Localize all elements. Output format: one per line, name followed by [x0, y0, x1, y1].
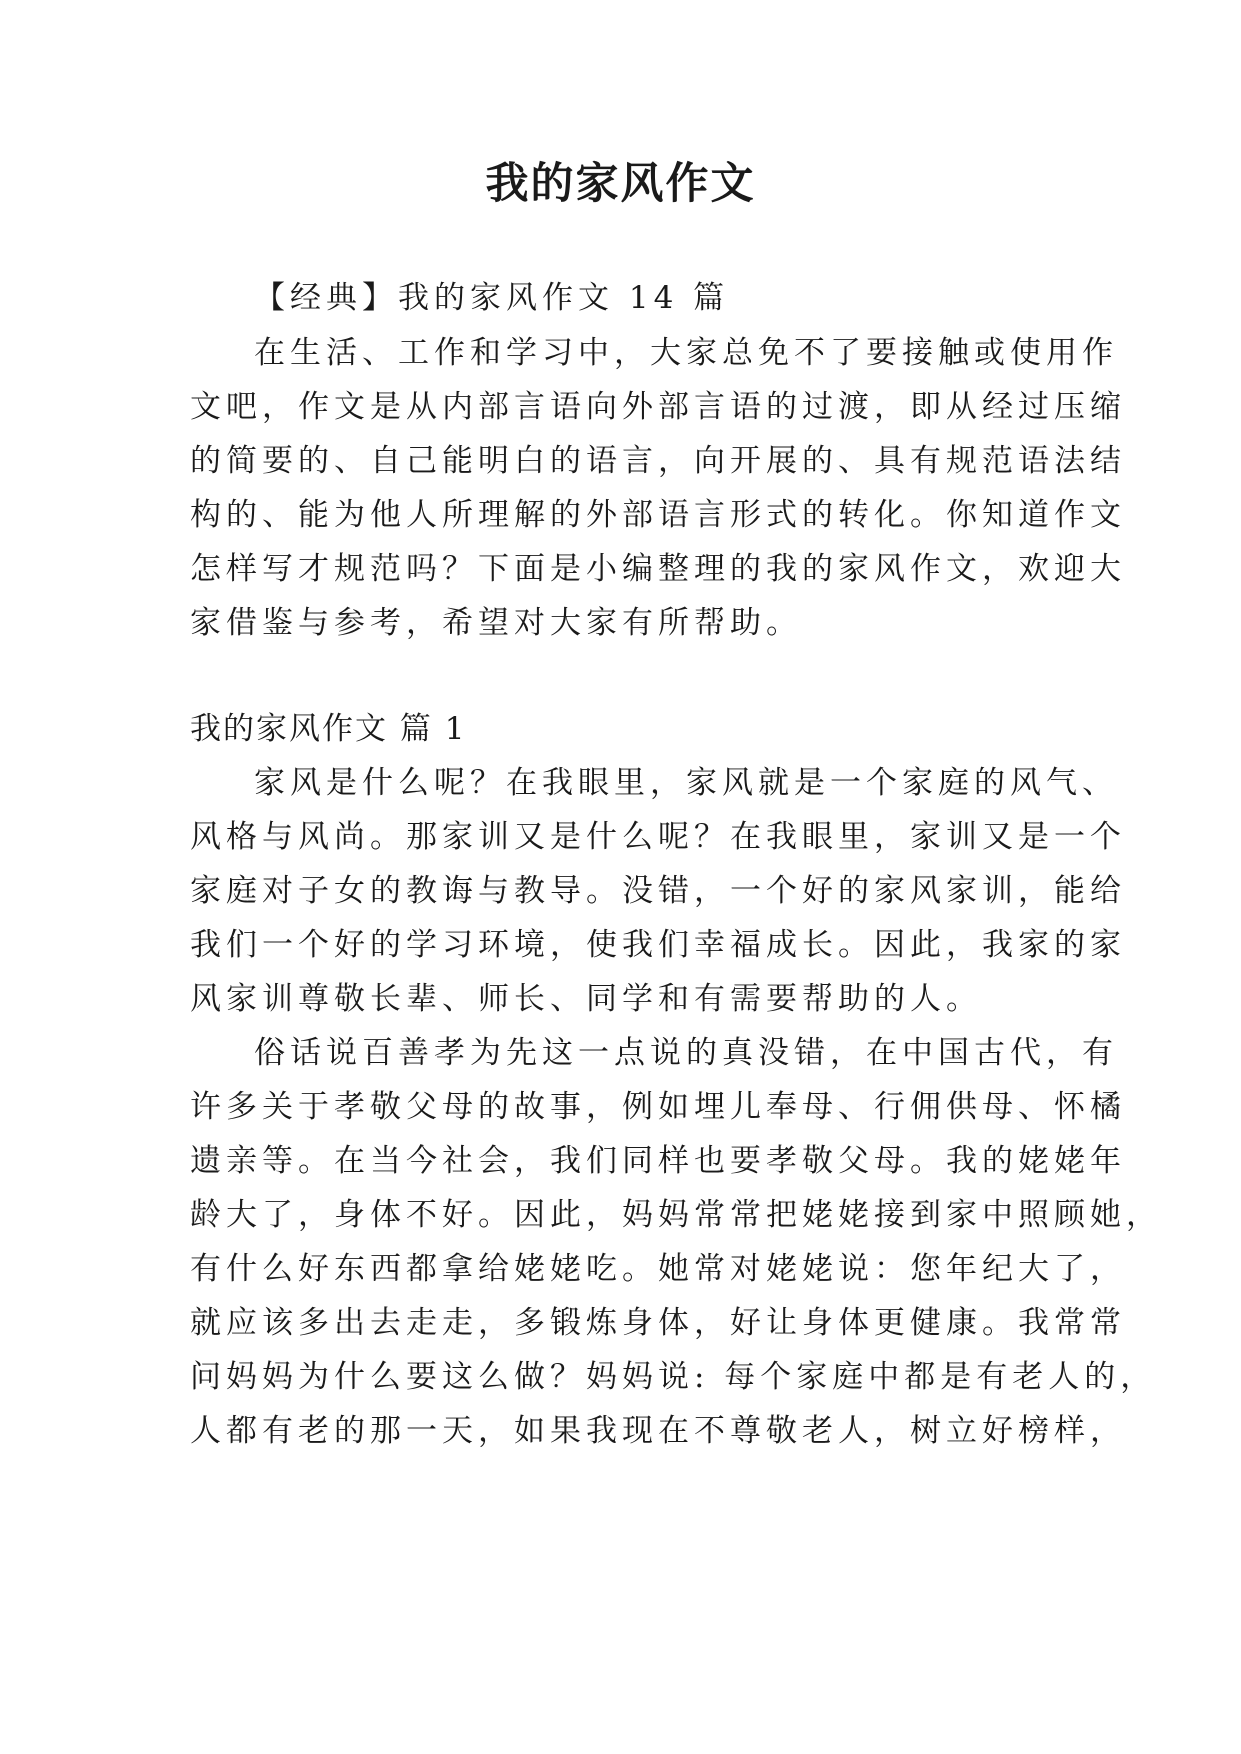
paragraph-line: 人都有老的那一天，如果我现在不尊敬老人，树立好榜样， — [190, 1413, 1126, 1449]
paragraph-line: 问妈妈为什么要这么做？妈妈说: 每个家庭中都是有老人的， — [190, 1359, 1157, 1395]
paragraph-line: 龄大了，身体不好。因此，妈妈常常把姥姥接到家中照顾她， — [190, 1197, 1162, 1233]
paragraph-line: 风家训尊敬长辈、师长、同学和有需要帮助的人。 — [190, 981, 982, 1017]
intro-line: 的简要的、自己能明白的语言，向开展的、具有规范语法结 — [190, 443, 1126, 479]
document-heading: 【经典】我的家风作文 14 篇 — [254, 280, 730, 316]
paragraph-line: 我们一个好的学习环境，使我们幸福成长。因此，我家的家 — [190, 927, 1126, 963]
paragraph-line: 风格与风尚。那家训又是什么呢？在我眼里，家训又是一个 — [190, 819, 1126, 855]
paragraph-line: 有什么好东西都拿给姥姥吃。她常对姥姥说：您年纪大了， — [190, 1251, 1126, 1287]
paragraph-line: 遗亲等。在当今社会，我们同样也要孝敬父母。我的姥姥年 — [190, 1143, 1126, 1179]
paragraph-line: 许多关于孝敬父母的故事，例如埋儿奉母、行佣供母、怀橘 — [190, 1089, 1126, 1125]
intro-line: 怎样写才规范吗？下面是小编整理的我的家风作文，欢迎大 — [190, 551, 1126, 587]
intro-line: 家借鉴与参考，希望对大家有所帮助。 — [190, 605, 802, 641]
paragraph-line: 家庭对子女的教诲与教导。没错，一个好的家风家训，能给 — [190, 873, 1126, 909]
paragraph-line: 家风是什么呢？在我眼里，家风就是一个家庭的风气、 — [254, 765, 1118, 801]
paragraph-line: 俗话说百善孝为先这一点说的真没错，在中国古代，有 — [254, 1035, 1118, 1071]
paragraph-line: 就应该多出去走走，多锻炼身体，好让身体更健康。我常常 — [190, 1305, 1126, 1341]
intro-line: 文吧，作文是从内部言语向外部言语的过渡，即从经过压缩 — [190, 389, 1126, 425]
section-title: 我的家风作文 篇 1 — [190, 711, 467, 747]
intro-line: 在生活、工作和学习中，大家总免不了要接触或使用作 — [254, 335, 1118, 371]
intro-line: 构的、能为他人所理解的外部语言形式的转化。你知道作文 — [190, 497, 1126, 533]
document-title: 我的家风作文 — [485, 159, 756, 209]
